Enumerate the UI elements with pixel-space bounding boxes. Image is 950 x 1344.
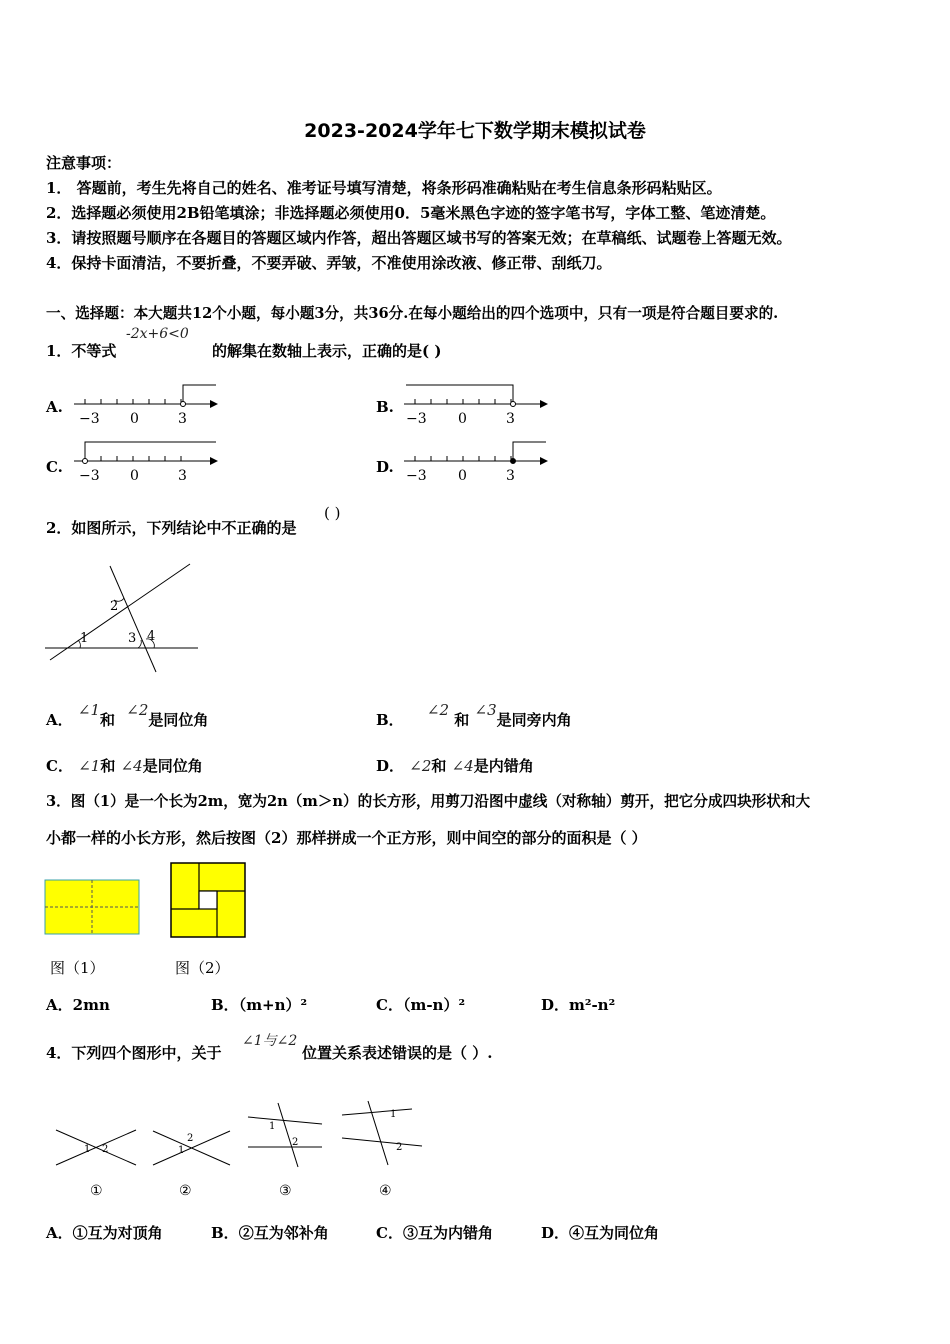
notice-item: 3．请按照题号顺序在各题目的答题区域内作答，超出答题区域书写的答案无效；在草稿纸、试题卷上答题无效。 [46,229,792,247]
tick-label: 3 [506,468,515,484]
q2-paren: ( ) [324,504,341,522]
q2-option-a[interactable] [46,701,209,730]
q3-option-b[interactable]: B．（m+n）² [211,996,308,1014]
q4-fig-label: ② [179,1183,192,1199]
option-connector: 和 [454,711,470,729]
tick-label: −3 [79,411,100,427]
q1-option-d-label[interactable]: D. [376,458,394,476]
q2-option-d[interactable] [376,755,534,776]
q3-figures [44,862,254,942]
q4-formula: ∠1与∠2 [242,1033,298,1049]
q2-text: 2．如图所示，下列结论中不正确的是 [46,519,297,537]
q3-line2: 小都一样的小长方形，然后按图（2）那样拼成一个正方形，则中间空的部分的面积是（ ） [46,829,647,847]
q1-suffix: 的解集在数轴上表示，正确的是( ) [212,342,442,360]
q4-option-c[interactable]: C．③互为内错角 [376,1224,493,1242]
option-label: D． [376,757,405,775]
q4-figure-1 [56,1130,136,1165]
q1-formula: -2x+6<0 [126,326,189,342]
option-tail: 是同旁内角 [496,711,572,729]
option-tail: 是内错角 [473,757,534,775]
q3-option-a[interactable]: A．2mn [46,996,110,1014]
angle-label-4: 4 [147,629,156,644]
tick-label: −3 [406,468,427,484]
angle-symbol: ∠2 [409,757,432,775]
angle-label-3: 3 [128,631,137,646]
option-connector: 和 [431,757,447,775]
q4-fig-label: ① [90,1183,103,1199]
angle-symbol: ∠4 [120,757,143,775]
tick-label: 3 [178,468,187,484]
q3-fig2-square [171,863,245,937]
option-connector: 和 [100,757,116,775]
svg-text:2: 2 [102,1144,109,1155]
q4-suffix: 位置关系表述错误的是（ ）. [302,1044,493,1062]
q1-option-b-label[interactable]: B. [376,398,394,416]
svg-text:1: 1 [390,1109,397,1120]
q1-option-a-label[interactable]: A. [46,398,63,416]
q1-numberline-c [70,437,220,487]
q1-option-c-label[interactable]: C. [46,458,63,476]
option-label: B． [376,711,404,729]
q2-option-b[interactable] [376,701,572,730]
q4-figure-4 [342,1101,422,1165]
option-connector: 和 [100,711,116,729]
option-label: C． [46,757,73,775]
q1-prefix: 1．不等式 [46,342,117,360]
q3-fig1-caption: 图（1） [50,959,105,977]
q4-fig-label: ③ [279,1183,292,1199]
notice-item: 1． 答题前，考生先将自己的姓名、准考证号填写清楚，将条形码准确粘贴在考生信息条形码粘贴区。 [46,179,722,197]
svg-text:1: 1 [84,1144,91,1155]
q4-figures [50,1095,430,1205]
angle-symbol: ∠1 [78,757,101,775]
q1-numberline-b [400,380,550,430]
tick-label: 0 [458,468,467,484]
tick-label: 0 [130,468,139,484]
tick-label: −3 [406,411,427,427]
q4-option-b[interactable]: B．②互为邻补角 [211,1224,329,1242]
section-heading: 一、选择题：本大题共12个小题，每小题3分，共36分.在每小题给出的四个选项中，只有一项是符合题目要求的. [46,305,779,322]
notice-item: 4．保持卡面清洁，不要折叠，不要弄破、弄皱，不准使用涂改液、修正带、刮纸刀。 [46,254,612,272]
svg-text:2: 2 [396,1142,403,1153]
q1-numberline-a [70,380,220,430]
tick-label: 0 [458,411,467,427]
page-title: 2023-2024学年七下数学期末模拟试卷 [304,120,646,142]
q3-fig2-caption: 图（2） [175,959,230,977]
q2-option-c[interactable] [46,755,203,776]
svg-text:1: 1 [269,1121,276,1132]
option-tail: 是同位角 [148,711,209,729]
angle-label-1: 1 [80,631,89,646]
q4-prefix: 4．下列四个图形中，关于 [46,1044,222,1062]
tick-label: 3 [506,411,515,427]
q4-figure-2 [153,1131,230,1165]
q3-option-c[interactable]: C．（m-n）² [376,996,466,1014]
q3-line1: 3．图（1）是一个长为2m，宽为2n（m＞n）的长方形，用剪刀沿图中虚线（对称轴）剪开，把它分成四块形状和大 [46,793,811,810]
q4-option-a[interactable]: A．①互为对顶角 [46,1224,163,1242]
angle-symbol: ∠2 [126,701,149,719]
angle-symbol: ∠2 [426,701,450,719]
tick-label: 3 [178,411,187,427]
angle-label-2: 2 [110,599,119,614]
angle-symbol: ∠1 [77,701,100,719]
q1-numberline-d [400,437,550,487]
svg-text:2: 2 [187,1133,194,1144]
q3-option-d[interactable]: D．m²-n² [541,996,616,1014]
option-tail: 是同位角 [142,757,203,775]
q4-fig-label: ④ [379,1183,392,1199]
svg-text:1: 1 [178,1145,185,1156]
tick-label: −3 [79,468,100,484]
option-label: A． [46,711,73,729]
svg-text:2: 2 [292,1137,299,1148]
angle-symbol: ∠4 [451,757,474,775]
notice-item: 2．选择题必须使用2B铅笔填涂；非选择题必须使用0．5毫米黑色字迹的签字笔书写，字体工整、笔迹清楚。 [46,204,776,222]
q4-option-d[interactable]: D．④互为同位角 [541,1224,660,1242]
q4-figure-3 [248,1103,322,1167]
notice-heading: 注意事项： [46,154,122,172]
tick-label: 0 [130,411,139,427]
q2-figure [42,560,202,680]
angle-symbol: ∠3 [474,701,497,719]
